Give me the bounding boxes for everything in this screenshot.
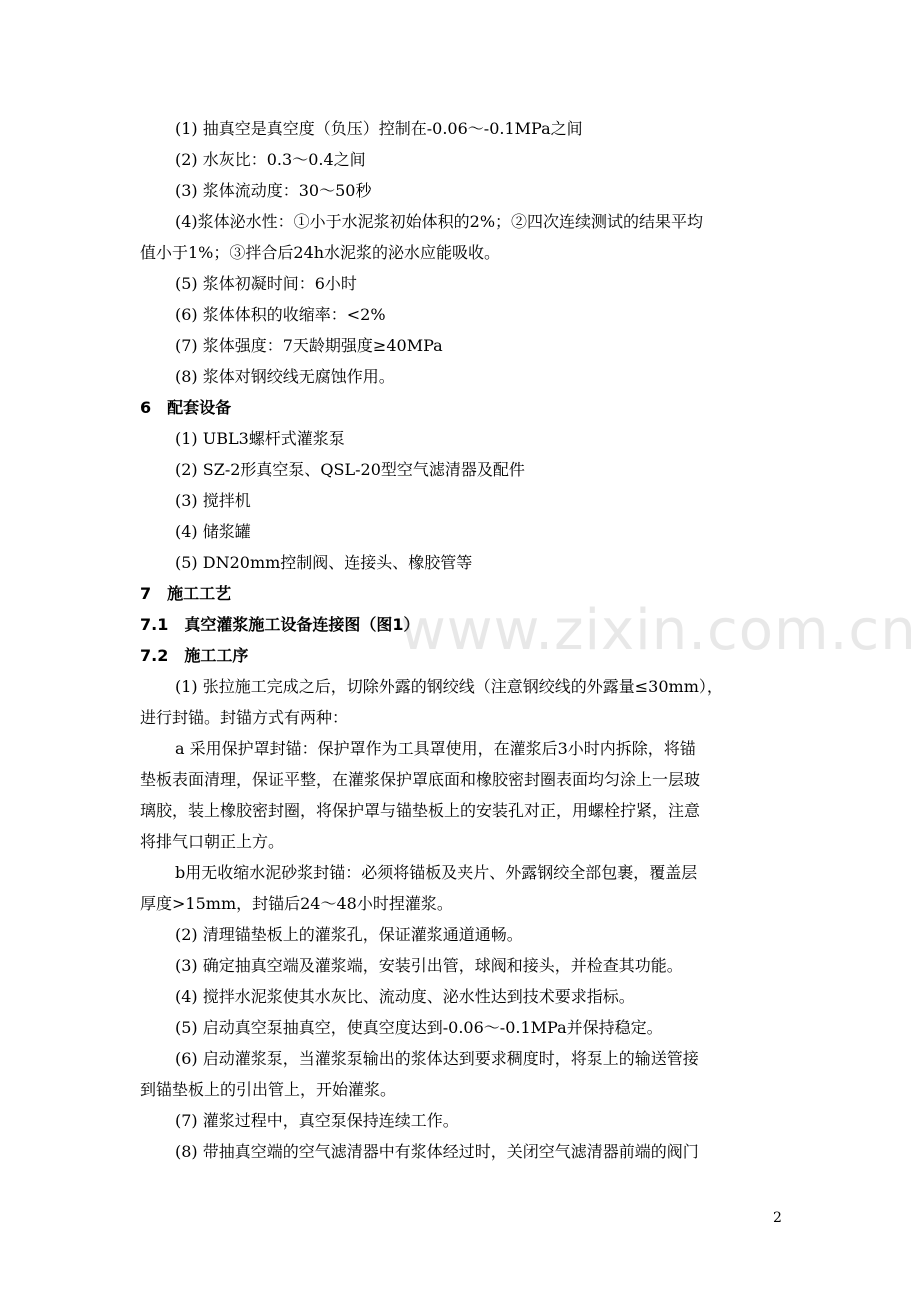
text-line: (4)浆体泌水性：①小于水泥浆初始体积的2%；②四次连续测试的结果平均 (175, 212, 704, 231)
text-line: (5) 浆体初凝时间：6小时 (175, 274, 357, 293)
text-line: (4) 搅拌水泥浆使其水灰比、流动度、泌水性达到技术要求指标。 (175, 987, 635, 1006)
text-line: 将排气口朝正上方。 (140, 832, 285, 851)
text-line: (8) 带抽真空端的空气滤清器中有浆体经过时，关闭空气滤清器前端的阀门 (175, 1142, 699, 1161)
subsection-heading: 7.1 真空灌浆施工设备连接图（图1） (140, 615, 420, 634)
page-number: 2 (773, 1210, 782, 1226)
text-line: (1) 抽真空是真空度（负压）控制在-0.06～-0.1MPa之间 (175, 119, 583, 138)
text-line: 璃胶，装上橡胶密封圈，将保护罩与锚垫板上的安装孔对正，用螺栓拧紧，注意 (140, 801, 701, 820)
text-line: b用无收缩水泥砂浆封锚：必须将锚板及夹片、外露钢绞全部包裹，覆盖层 (175, 863, 698, 882)
subsection-heading: 7.2 施工工序 (140, 646, 249, 665)
section-heading: 6 配套设备 (140, 398, 232, 417)
text-line: (6) 浆体体积的收缩率：<2% (175, 305, 386, 324)
text-line: (8) 浆体对钢绞线无腐蚀作用。 (175, 367, 395, 386)
text-line: 值小于1%；③拌合后24h水泥浆的泌水应能吸收。 (140, 243, 501, 262)
text-line: (2) 水灰比：0.3～0.4之间 (175, 150, 366, 169)
text-line: 到锚垫板上的引出管上，开始灌浆。 (140, 1080, 397, 1099)
text-line: (7) 灌浆过程中，真空泵保持连续工作。 (175, 1111, 459, 1130)
text-line: (6) 启动灌浆泵，当灌浆泵输出的浆体达到要求稠度时，将泵上的输送管接 (175, 1049, 699, 1068)
section-heading: 7 施工工艺 (140, 584, 232, 603)
text-line: (1) UBL3螺杆式灌浆泵 (175, 429, 345, 448)
text-line: 进行封锚。封锚方式有两种： (140, 708, 349, 727)
text-line: (3) 确定抽真空端及灌浆端，安装引出管，球阀和接头，并检查其功能。 (175, 956, 683, 975)
text-line: (2) 清理锚垫板上的灌浆孔，保证灌浆通道通畅。 (175, 925, 523, 944)
text-line: (3) 浆体流动度：30～50秒 (175, 181, 372, 200)
text-line: (3) 搅拌机 (175, 491, 251, 510)
text-line: 厚度>15mm，封锚后24～48小时捏灌浆。 (140, 894, 453, 913)
text-line: a 采用保护罩封锚：保护罩作为工具罩使用，在灌浆后3小时内拆除，将锚 (175, 739, 696, 758)
text-line: (1) 张拉施工完成之后，切除外露的钢绞线（注意钢绞线的外露量≤30mm）， (175, 677, 723, 696)
text-line: (7) 浆体强度：7天龄期强度≥40MPa (175, 336, 443, 355)
text-line: (4) 储浆罐 (175, 522, 251, 541)
watermark: www.zixin.com.cn (400, 598, 917, 663)
text-line: 垫板表面清理，保证平整，在灌浆保护罩底面和橡胶密封圈表面均匀涂上一层玻 (140, 770, 701, 789)
text-line: (5) 启动真空泵抽真空，使真空度达到-0.06～-0.1MPa并保持稳定。 (175, 1018, 663, 1037)
text-line: (2) SZ-2形真空泵、QSL-20型空气滤清器及配件 (175, 460, 525, 479)
text-line: (5) DN20mm控制阀、连接头、橡胶管等 (175, 553, 473, 572)
